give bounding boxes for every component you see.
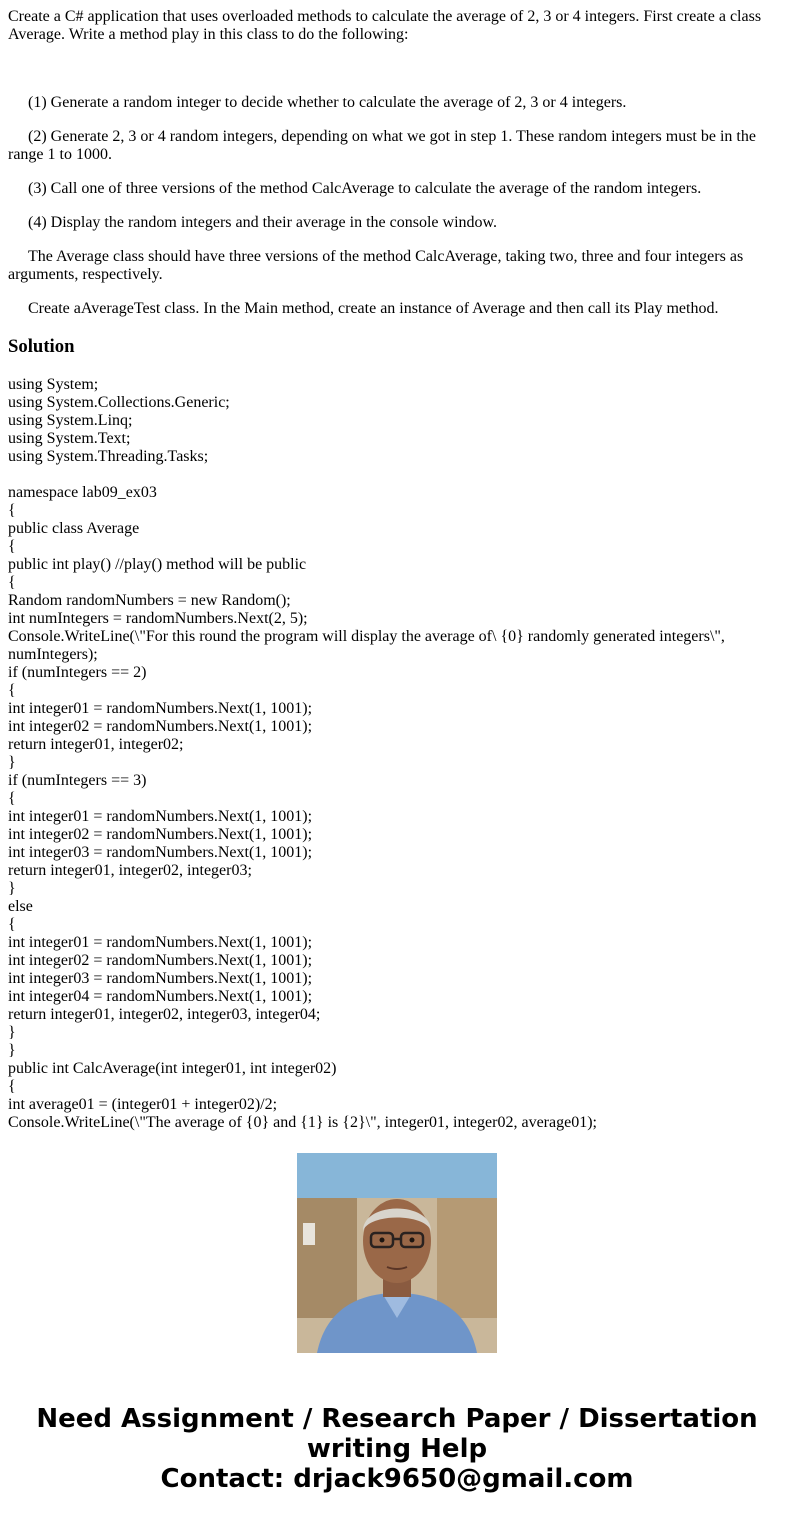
code-line: } <box>8 754 16 771</box>
code-line: using System.Threading.Tasks; <box>8 448 209 465</box>
code-line: int integer01 = randomNumbers.Next(1, 1001); <box>8 700 313 717</box>
code-line: namespace lab09_ex03 <box>8 484 157 501</box>
author-avatar <box>297 1153 497 1353</box>
code-line: using System; <box>8 376 99 393</box>
code-line: Console.WriteLine(\"The average of {0} and {1} is {2}\", integer01, integer02, average01); <box>8 1114 597 1131</box>
code-line: { <box>8 538 16 555</box>
code-line: int integer03 = randomNumbers.Next(1, 1001); <box>8 844 313 861</box>
code-line: return integer01, integer02, integer03; <box>8 862 252 879</box>
code-line: int integer02 = randomNumbers.Next(1, 1001); <box>8 826 313 843</box>
code-line: } <box>8 1024 16 1041</box>
code-line: public class Average <box>8 520 140 537</box>
promo-line-1: Need Assignment / Research Paper / Dissertation <box>36 1404 758 1434</box>
code-line: using System.Text; <box>8 430 131 447</box>
code-line <box>8 466 778 484</box>
code-line: int integer02 = randomNumbers.Next(1, 1001); <box>8 718 313 735</box>
code-line: public int CalcAverage(int integer01, int integer02) <box>8 1060 337 1077</box>
question-step-4: (4) Display the random integers and their average in the console window. <box>28 214 498 231</box>
code-line: return integer01, integer02; <box>8 736 184 753</box>
question-step-1: (1) Generate a random integer to decide whether to calculate the average of 2, 3 or 4 integers. <box>28 94 627 111</box>
code-line: int integer03 = randomNumbers.Next(1, 1001); <box>8 970 313 987</box>
code-line: if (numIntegers == 3) <box>8 772 147 789</box>
code-line: { <box>8 1078 16 1095</box>
code-line: int integer04 = randomNumbers.Next(1, 1001); <box>8 988 313 1005</box>
code-line: int integer01 = randomNumbers.Next(1, 1001); <box>8 934 313 951</box>
code-line: if (numIntegers == 2) <box>8 664 147 681</box>
promo-line-2: writing Help <box>306 1434 488 1464</box>
code-line: using System.Collections.Generic; <box>8 394 230 411</box>
code-line: Random randomNumbers = new Random(); <box>8 592 291 609</box>
code-line: { <box>8 682 16 699</box>
solution-code-block <box>8 376 778 1132</box>
question-note-test-class: Create aAverageTest class. In the Main method, create an instance of Average and then call its Play method. <box>28 300 719 317</box>
code-line: int integer02 = randomNumbers.Next(1, 1001); <box>8 952 313 969</box>
code-line: int integer01 = randomNumbers.Next(1, 1001); <box>8 808 313 825</box>
code-line: return integer01, integer02, integer03, integer04; <box>8 1006 321 1023</box>
code-line: int numIntegers = randomNumbers.Next(2, 5); <box>8 610 308 627</box>
code-line: } <box>8 1042 16 1059</box>
solution-heading: Solution <box>8 336 75 357</box>
document-content <box>8 8 778 1131</box>
question-note-overloads: The Average class should have three versions of the method CalcAverage, taking two, three and four integers as arguments, respectively. <box>8 248 744 283</box>
code-line: public int play() //play() method will be public <box>8 556 307 573</box>
code-line: { <box>8 790 16 807</box>
code-line: { <box>8 574 16 591</box>
question-step-3: (3) Call one of three versions of the method CalcAverage to calculate the average of the random integers. <box>28 180 702 197</box>
code-line: else <box>8 898 33 915</box>
code-line: } <box>8 880 16 897</box>
code-line: { <box>8 502 16 519</box>
promo-footer <box>0 1404 794 1494</box>
code-line: int average01 = (integer01 + integer02)/2; <box>8 1096 278 1113</box>
question-step-2: (2) Generate 2, 3 or 4 random integers, depending on what we got in step 1. These random integers must be in the range 1 to 1000. <box>8 128 756 163</box>
code-line: { <box>8 916 16 933</box>
question-intro: Create a C# application that uses overloaded methods to calculate the average of 2, 3 or 4 integers. First create a class Average. Write a method play in this class to do the following: <box>8 8 762 43</box>
promo-contact-line: Contact: drjack9650@gmail.com <box>160 1464 634 1494</box>
code-line: Console.WriteLine(\"For this round the program will display the average of\ {0} randomly generated integers\", numIntegers); <box>8 628 729 663</box>
blank-space <box>8 44 778 94</box>
code-line: using System.Linq; <box>8 412 133 429</box>
